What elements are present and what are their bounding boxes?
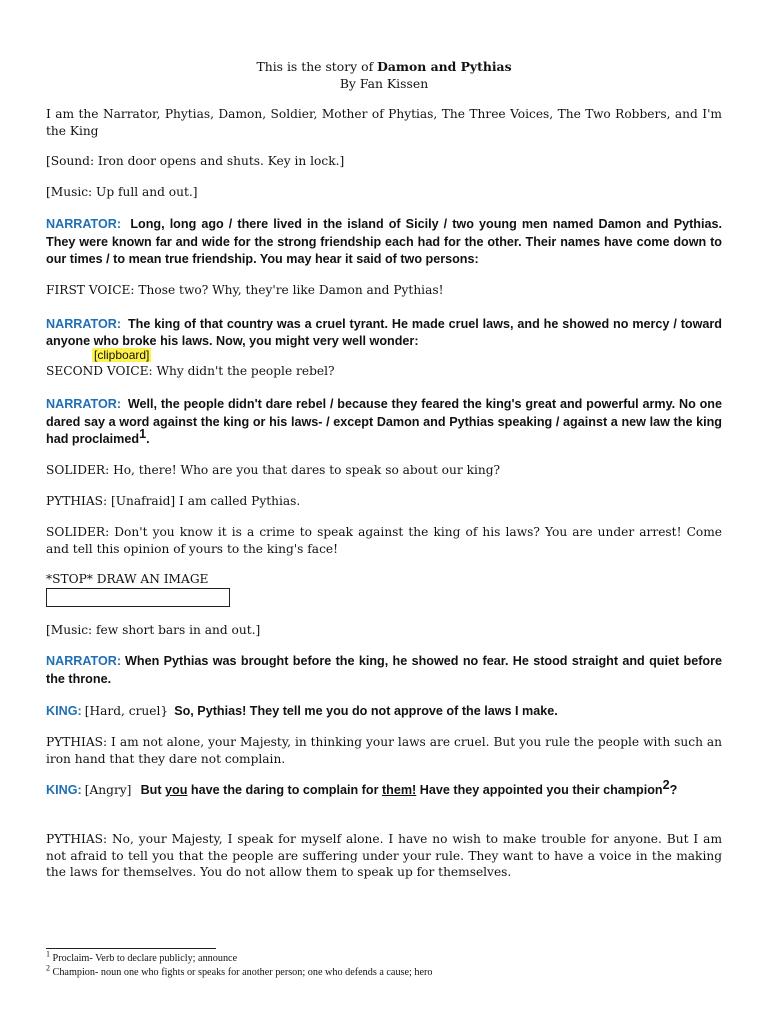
narrator-line-4: NARRATOR: When Pythias was brought before the king, he showed no fear. He stood straight and quiet before the throne. [46, 654, 722, 686]
stop-instruction: *STOP* DRAW AN IMAGE [46, 572, 209, 586]
speaker-label: NARRATOR: [46, 397, 122, 411]
story-title: This is the story of Damon and Pythias [256, 59, 512, 74]
drawing-box[interactable] [46, 588, 230, 607]
narrator-line-2: NARRATOR: The king of that country was a cruel tyrant. He made cruel laws, and he showed no mercy / toward anyone who broke his laws. Now, you might very well wonder: [46, 317, 722, 348]
pythias-line-3: PYTHIAS: No, your Majesty, I speak for myself alone. I have no wish to make trouble for anyone. But I am not afraid to tell you that the people are suffering under your rule. They want to have a voice in the making the laws for themselves. You do not allow them to speak up for themselves. [46, 832, 722, 879]
footnote-ref: 2 [662, 777, 670, 792]
clipboard-highlight: [clipboard] [94, 348, 150, 362]
footnote-divider [46, 948, 216, 949]
narrator-line-3: NARRATOR: Well, the people didn't dare rebel / because they feared the king's great and powerful army. No one dared say a word against the king or his laws- / except Damon and Pythias speaking / against a new law the king had proclaimed$^1$. [46, 397, 723, 446]
speaker-label: KING: [46, 704, 82, 718]
footnote-1: $^1$ Proclaim- Verb to declare publicly; announce [46, 949, 238, 964]
narrator-line-1: NARRATOR: Long, long ago / there lived in the island of Sicily / two young men named Damon and Pythias. They were known far and wide for the strong friendship each had for the other. Their names have come down to our times / to mean true friendship. You may hear it said of two persons: [46, 217, 722, 266]
speaker-label: NARRATOR: [46, 654, 122, 668]
king-line-1: KING: [Hard, cruel} So, Pythias! They tell me you do not approve of the laws I make. [46, 704, 558, 718]
speaker-label: NARRATOR: [46, 217, 122, 231]
speaker-label: NARRATOR: [46, 317, 122, 331]
music-cue: [Music: Up full and out.] [46, 185, 198, 199]
speaker-label: KING: [46, 783, 82, 797]
pythias-line-1: PYTHIAS: [Unafraid] I am called Pythias. [46, 494, 301, 508]
king-line-2: KING: [Angry] But you have the daring to complain for them! Have they appointed you their champion$^2$? [46, 777, 678, 797]
soldier-line-1: SOLIDER: Ho, there! Who are you that dares to speak so about our king? [46, 463, 501, 477]
soldier-line-2: SOLIDER: Don't you know it is a crime to speak against the king of his laws? You are under arrest! Come and tell this opinion of yours to the king's face! [46, 525, 722, 556]
pythias-line-2: PYTHIAS: I am not alone, your Majesty, in thinking your laws are cruel. But you rule the people with such an iron hand that they dare not complain. [46, 735, 722, 766]
sound-cue: [Sound: Iron door opens and shuts. Key in lock.] [46, 154, 345, 168]
music-cue-2: [Music: few short bars in and out.] [46, 623, 261, 637]
story-author: By Fan Kissen [339, 76, 429, 91]
footnote-ref: 1 [139, 426, 147, 441]
cast-line: I am the Narrator, Phytias, Damon, Soldier, Mother of Phytias, The Three Voices, The Two Robbers, and I'm the King [46, 107, 722, 138]
first-voice-line: FIRST VOICE: Those two? Why, they're like Damon and Pythias! [46, 283, 444, 297]
footnote-2: $^2$ Champion- noun one who fights or speaks for another person; one who defends a cause; hero [46, 963, 433, 978]
second-voice-line: SECOND VOICE: Why didn't the people rebel? [46, 364, 335, 378]
